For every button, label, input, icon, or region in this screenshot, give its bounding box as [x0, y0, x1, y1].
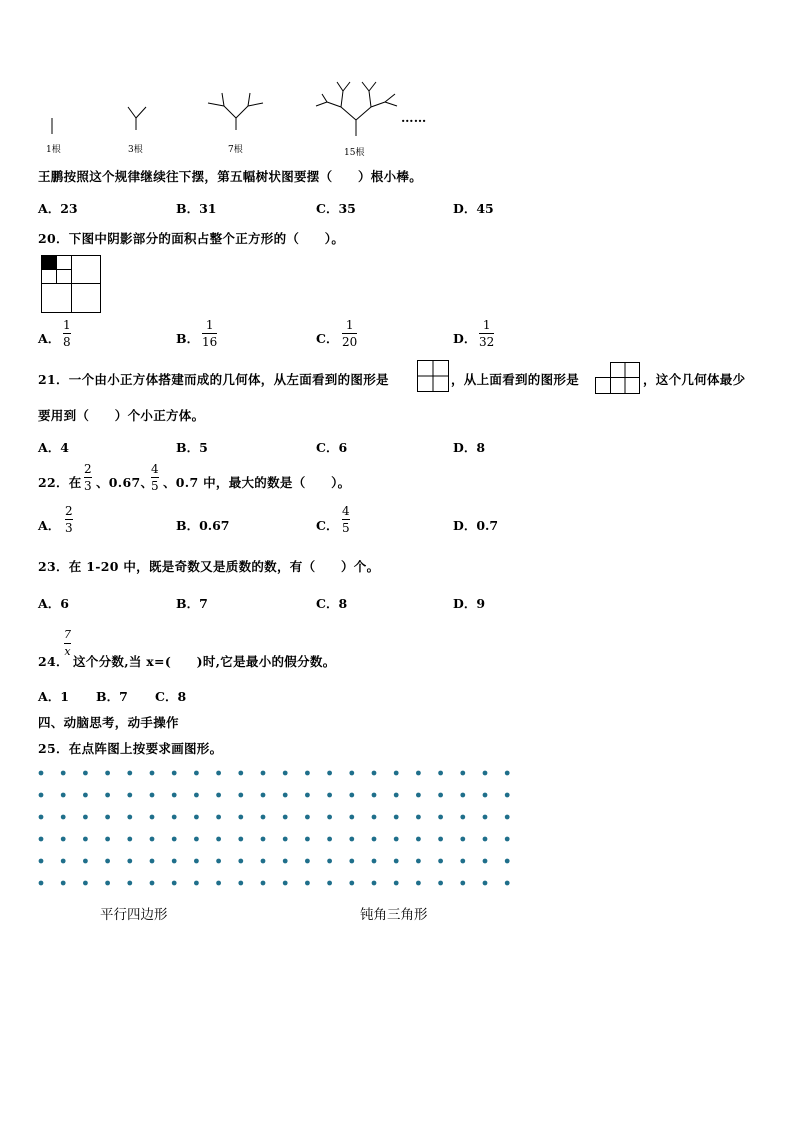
q21-option-c[interactable]: C．6 — [316, 440, 348, 455]
grid-dot[interactable] — [305, 837, 310, 842]
q22-fraction-1: 2 3 — [84, 462, 92, 493]
q19-text: 王鹏按照这个规律继续往下摆，第五幅树状图要摆（ ）根小棒。 — [38, 169, 423, 184]
grid-dot[interactable] — [83, 881, 88, 886]
grid-dot[interactable] — [394, 771, 399, 776]
grid-dot[interactable] — [327, 881, 332, 886]
grid-dot[interactable] — [238, 815, 243, 820]
grid-dot[interactable] — [105, 815, 110, 820]
q24-option-b[interactable]: B．7 — [96, 689, 128, 704]
grid-dot[interactable] — [216, 881, 221, 886]
grid-dot[interactable] — [438, 793, 443, 798]
q19-option-d[interactable]: D．45 — [453, 201, 494, 216]
grid-dot[interactable] — [61, 859, 66, 864]
grid-dot[interactable] — [61, 771, 66, 776]
grid-dot[interactable] — [483, 837, 488, 842]
q25-caption-obtuse-triangle: 钝角三角形 — [360, 907, 428, 923]
q24-fraction: 7 x — [64, 628, 71, 658]
grid-dot[interactable] — [238, 771, 243, 776]
grid-dot[interactable] — [305, 859, 310, 864]
q19-option-a[interactable]: A．23 — [38, 201, 78, 216]
grid-dot[interactable] — [372, 837, 377, 842]
q22-fraction-2: 4 5 — [151, 462, 159, 493]
grid-dot[interactable] — [238, 859, 243, 864]
grid-dot[interactable] — [39, 881, 44, 886]
q20-option-b-fraction: 1 16 — [202, 318, 218, 349]
grid-dot[interactable] — [327, 771, 332, 776]
grid-dot[interactable] — [261, 859, 266, 864]
tree-ellipsis: …… — [401, 110, 427, 125]
q21-option-b[interactable]: B．5 — [176, 440, 208, 455]
grid-dot[interactable] — [238, 881, 243, 886]
grid-dot[interactable] — [305, 881, 310, 886]
q23-text: 23．在 1-20 中，既是奇数又是质数的数，有（ ）个。 — [38, 559, 380, 574]
grid-dot[interactable] — [150, 793, 155, 798]
grid-dot[interactable] — [83, 859, 88, 864]
grid-dot[interactable] — [105, 859, 110, 864]
grid-dot[interactable] — [261, 771, 266, 776]
grid-dot[interactable] — [394, 793, 399, 798]
grid-dot[interactable] — [61, 881, 66, 886]
grid-dot[interactable] — [216, 771, 221, 776]
q21-text-c: ，这个几何体最少 — [643, 372, 746, 387]
q24-text: 这个分数,当 x=( )时,它是最小的假分数。 — [73, 654, 336, 669]
grid-dot[interactable] — [460, 815, 465, 820]
grid-dot[interactable] — [372, 815, 377, 820]
tree-label-2: 3根 — [128, 145, 143, 155]
q20-square-figure — [41, 255, 102, 314]
q22-option-a-fraction: 2 3 — [65, 504, 73, 535]
grid-dot[interactable] — [127, 881, 132, 886]
q22-mid-1: 、0.67、 — [96, 475, 154, 490]
grid-dot[interactable] — [438, 859, 443, 864]
grid-dot[interactable] — [127, 771, 132, 776]
tree-pattern-figure — [40, 76, 460, 158]
grid-dot[interactable] — [238, 837, 243, 842]
grid-dot[interactable] — [194, 771, 199, 776]
q19-option-c[interactable]: C．35 — [316, 201, 356, 216]
q21-text-a: 21．一个由小正方体搭建而成的几何体，从左面看到的图形是 — [38, 372, 389, 387]
grid-dot[interactable] — [438, 881, 443, 886]
grid-dot[interactable] — [261, 793, 266, 798]
grid-dot[interactable] — [327, 793, 332, 798]
grid-dot[interactable] — [194, 837, 199, 842]
grid-dot[interactable] — [394, 859, 399, 864]
grid-dot[interactable] — [505, 815, 510, 820]
grid-dot[interactable] — [83, 771, 88, 776]
grid-dot[interactable] — [39, 771, 44, 776]
grid-dot[interactable] — [327, 859, 332, 864]
q22-mid-2: 、0.7 中，最大的数是（ ）。 — [163, 475, 351, 490]
q22-option-c-letter[interactable]: C． — [316, 518, 339, 533]
grid-dot[interactable] — [216, 837, 221, 842]
grid-dot[interactable] — [150, 815, 155, 820]
grid-dot[interactable] — [394, 881, 399, 886]
grid-dot[interactable] — [372, 859, 377, 864]
grid-dot[interactable] — [349, 771, 354, 776]
grid-dot[interactable] — [261, 815, 266, 820]
grid-dot[interactable] — [505, 837, 510, 842]
grid-dot[interactable] — [216, 815, 221, 820]
grid-dot[interactable] — [283, 793, 288, 798]
grid-dot[interactable] — [483, 771, 488, 776]
grid-dot[interactable] — [505, 771, 510, 776]
grid-dot[interactable] — [61, 815, 66, 820]
q23-option-b[interactable]: B．7 — [176, 596, 208, 611]
q25-text: 25．在点阵图上按要求画图形。 — [38, 741, 223, 756]
grid-dot[interactable] — [127, 793, 132, 798]
grid-dot[interactable] — [327, 815, 332, 820]
grid-dot[interactable] — [305, 793, 310, 798]
q20-option-a-fraction: 1 8 — [63, 318, 71, 349]
q20-option-b-letter[interactable]: B． — [176, 331, 200, 346]
q19-option-b[interactable]: B．31 — [176, 201, 217, 216]
grid-dot[interactable] — [460, 837, 465, 842]
q21-left-view-figure — [417, 360, 450, 393]
grid-dot[interactable] — [483, 859, 488, 864]
q20-option-c-fraction: 1 20 — [342, 318, 358, 349]
grid-dot[interactable] — [283, 837, 288, 842]
grid-dot[interactable] — [349, 881, 354, 886]
grid-dot[interactable] — [394, 837, 399, 842]
grid-dot[interactable] — [394, 815, 399, 820]
q24-option-a[interactable]: A．1 — [38, 689, 69, 704]
grid-dot[interactable] — [150, 859, 155, 864]
grid-dot[interactable] — [438, 815, 443, 820]
grid-dot[interactable] — [416, 793, 421, 798]
q20-text: 20．下图中阴影部分的面积占整个正方形的（ ）。 — [38, 231, 345, 246]
grid-dot[interactable] — [105, 793, 110, 798]
grid-dot[interactable] — [194, 859, 199, 864]
grid-dot[interactable] — [438, 771, 443, 776]
q22-option-b[interactable]: B．0.67 — [176, 518, 230, 533]
grid-dot[interactable] — [172, 815, 177, 820]
grid-dot[interactable] — [150, 881, 155, 886]
grid-dot[interactable] — [305, 815, 310, 820]
q25-dot-grid[interactable] — [30, 764, 520, 892]
grid-dot[interactable] — [172, 837, 177, 842]
grid-dot[interactable] — [39, 837, 44, 842]
grid-dot[interactable] — [283, 859, 288, 864]
grid-dot[interactable] — [460, 881, 465, 886]
q20-option-d-letter[interactable]: D． — [453, 331, 477, 346]
grid-dot[interactable] — [127, 837, 132, 842]
q20-option-a-letter[interactable]: A． — [38, 331, 61, 346]
grid-dot[interactable] — [83, 837, 88, 842]
grid-dot[interactable] — [83, 793, 88, 798]
grid-dot[interactable] — [127, 859, 132, 864]
q20-option-d-fraction: 1 32 — [479, 318, 495, 349]
q20-option-c-letter[interactable]: C． — [316, 331, 339, 346]
grid-dot[interactable] — [172, 881, 177, 886]
grid-dot[interactable] — [416, 881, 421, 886]
q21-top-view-figure — [595, 362, 641, 395]
grid-dot[interactable] — [460, 859, 465, 864]
grid-dot[interactable] — [349, 793, 354, 798]
grid-dot[interactable] — [105, 881, 110, 886]
tree-label-3: 7根 — [228, 145, 243, 155]
grid-dot[interactable] — [39, 815, 44, 820]
grid-dot[interactable] — [349, 815, 354, 820]
q21-option-a[interactable]: A．4 — [38, 440, 69, 455]
grid-dot[interactable] — [372, 881, 377, 886]
q22-option-c-fraction: 4 5 — [342, 504, 350, 535]
q24-prefix: 24． — [38, 654, 69, 669]
grid-dot[interactable] — [460, 771, 465, 776]
q25-caption-parallelogram: 平行四边形 — [100, 907, 168, 923]
grid-dot[interactable] — [372, 771, 377, 776]
section-4-heading: 四、动脑思考，动手操作 — [38, 715, 179, 730]
q23-option-d[interactable]: D．9 — [453, 596, 486, 611]
q21-option-d[interactable]: D．8 — [453, 440, 486, 455]
grid-dot[interactable] — [438, 837, 443, 842]
grid-dot[interactable] — [216, 793, 221, 798]
grid-dot[interactable] — [372, 793, 377, 798]
grid-dot[interactable] — [327, 837, 332, 842]
grid-dot[interactable] — [416, 859, 421, 864]
grid-dot[interactable] — [105, 837, 110, 842]
grid-dot[interactable] — [283, 881, 288, 886]
grid-dot[interactable] — [261, 837, 266, 842]
grid-dot[interactable] — [127, 815, 132, 820]
grid-dot[interactable] — [61, 837, 66, 842]
grid-dot[interactable] — [238, 793, 243, 798]
grid-dot[interactable] — [460, 793, 465, 798]
q23-option-c[interactable]: C．8 — [316, 596, 348, 611]
grid-dot[interactable] — [83, 815, 88, 820]
tree-label-1: 1根 — [46, 145, 61, 155]
grid-dot[interactable] — [416, 815, 421, 820]
q21-text-d: 要用到（ ）个小正方体。 — [38, 408, 205, 423]
grid-dot[interactable] — [349, 859, 354, 864]
q22-option-a-letter[interactable]: A． — [38, 518, 61, 533]
grid-dot[interactable] — [505, 859, 510, 864]
grid-dot[interactable] — [172, 859, 177, 864]
grid-dot[interactable] — [483, 815, 488, 820]
q24-option-c[interactable]: C．8 — [155, 689, 187, 704]
grid-dot[interactable] — [305, 771, 310, 776]
q22-option-d[interactable]: D．0.7 — [453, 518, 499, 533]
grid-dot[interactable] — [194, 815, 199, 820]
q21-text-b: ，从上面看到的图形是 — [451, 372, 580, 387]
q23-option-a[interactable]: A．6 — [38, 596, 69, 611]
grid-dot[interactable] — [61, 793, 66, 798]
grid-dot[interactable] — [39, 793, 44, 798]
grid-dot[interactable] — [216, 859, 221, 864]
grid-dot[interactable] — [416, 771, 421, 776]
grid-dot[interactable] — [261, 881, 266, 886]
grid-dot[interactable] — [150, 771, 155, 776]
grid-dot[interactable] — [349, 837, 354, 842]
grid-dot[interactable] — [483, 793, 488, 798]
grid-dot[interactable] — [172, 793, 177, 798]
q22-prefix: 22．在 — [38, 475, 82, 490]
grid-dot[interactable] — [283, 815, 288, 820]
tree-label-4: 15根 — [344, 148, 365, 158]
grid-dot[interactable] — [105, 771, 110, 776]
grid-dot[interactable] — [172, 771, 177, 776]
grid-dot[interactable] — [150, 837, 155, 842]
grid-dot[interactable] — [283, 771, 288, 776]
q20-shaded-cell — [42, 256, 56, 269]
grid-dot[interactable] — [194, 793, 199, 798]
grid-dot[interactable] — [416, 837, 421, 842]
grid-dot[interactable] — [39, 859, 44, 864]
grid-dot[interactable] — [194, 881, 199, 886]
grid-dot[interactable] — [505, 793, 510, 798]
grid-dot[interactable] — [483, 881, 488, 886]
grid-dot[interactable] — [505, 881, 510, 886]
